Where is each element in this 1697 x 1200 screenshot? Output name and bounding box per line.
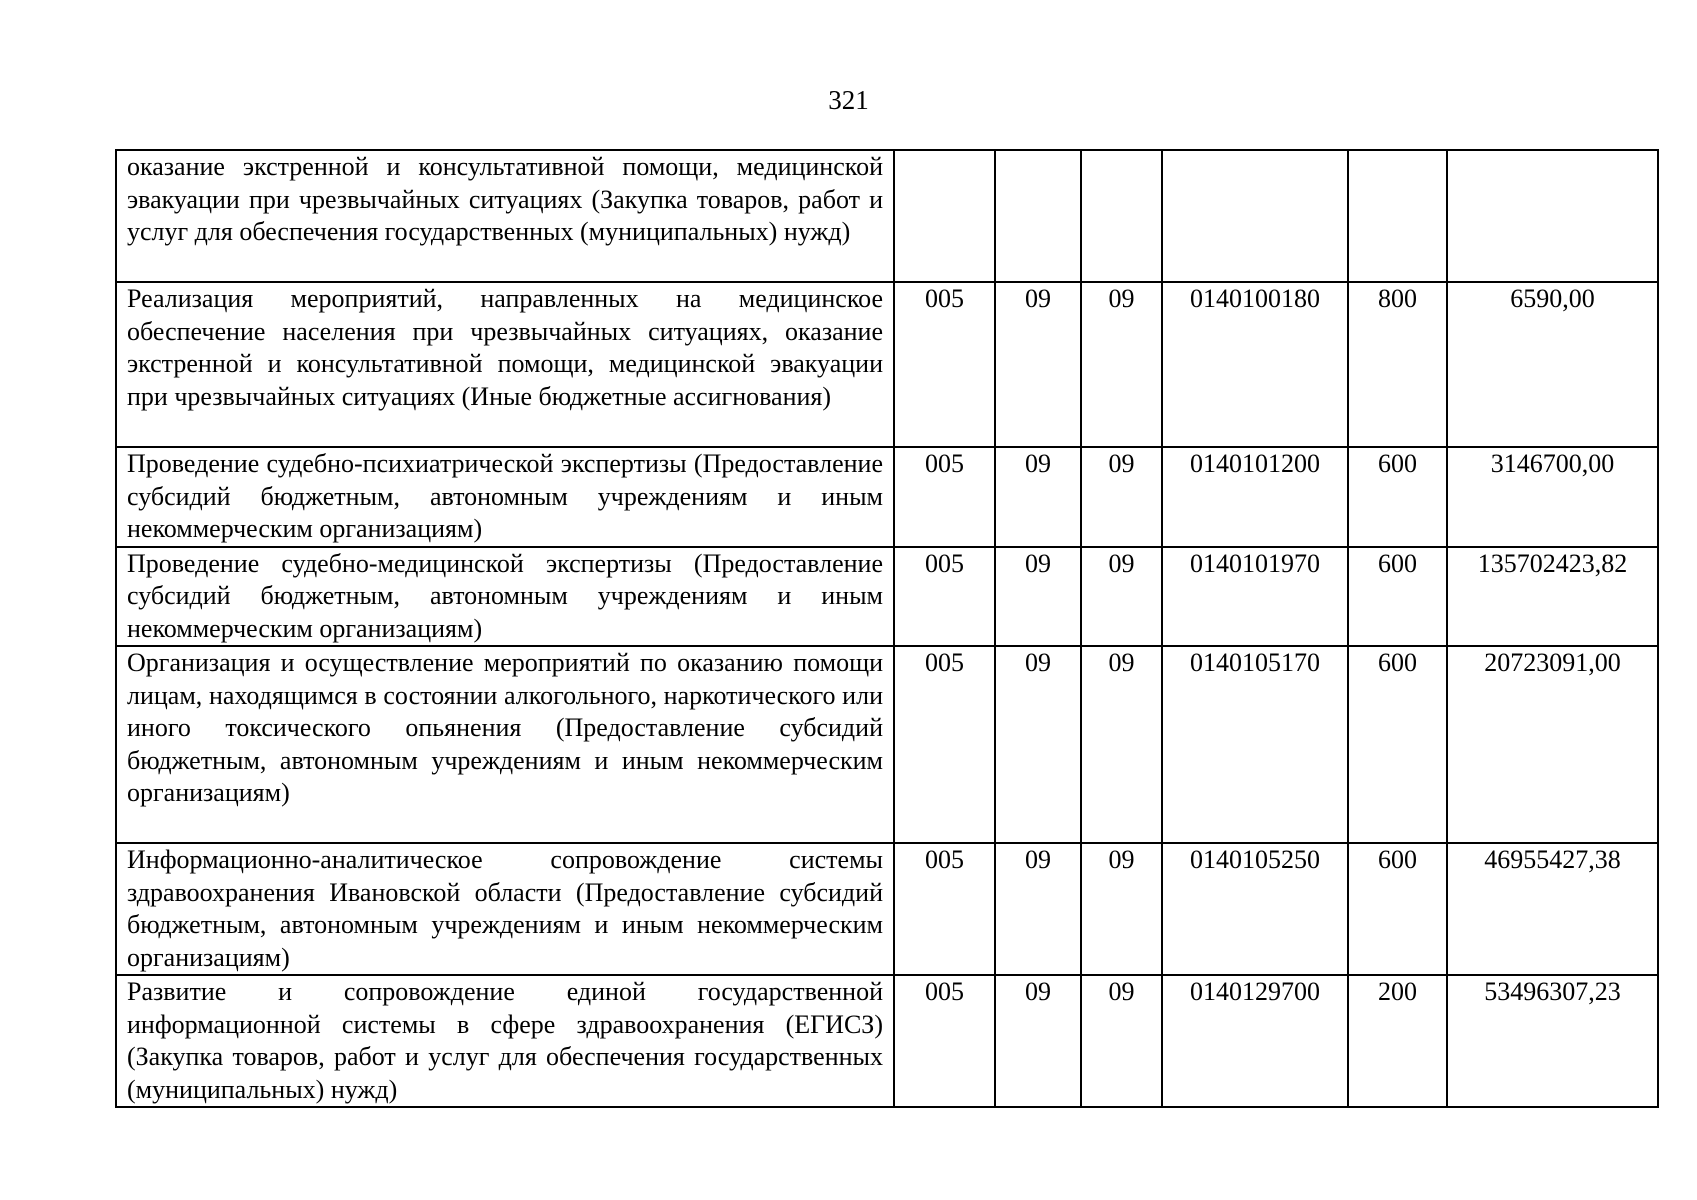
ministry-code: 005 [894,282,995,447]
ministry-code [894,150,995,282]
amount: 53496307,23 [1447,975,1658,1107]
ministry-code: 005 [894,447,995,547]
table-row [116,282,1658,447]
ministry-code: 005 [894,547,995,647]
amount: 20723091,00 [1447,646,1658,843]
subsection-code: 09 [1081,447,1162,547]
subsection-code: 09 [1081,843,1162,975]
subsection-code: 09 [1081,547,1162,647]
ministry-code: 005 [894,843,995,975]
subsection-code: 09 [1081,975,1162,1107]
expense-type-code: 600 [1348,843,1447,975]
target-article-code: 0140100180 [1162,282,1348,447]
section-code: 09 [995,282,1081,447]
row-description: Проведение судебно-психиатрической экспертизы (Предоставление субсидий бюджетным, автономным учреждениям и иным некоммерческим организациям) [116,447,894,547]
ministry-code: 005 [894,975,995,1107]
row-description: Развитие и сопровождение единой государственной информационной системы в сфере здравоохранения (ЕГИСЗ) (Закупка товаров, работ и услуг для обеспечения государственных (муниципальных) нужд) [116,975,894,1107]
subsection-code: 09 [1081,646,1162,843]
row-description: Реализация мероприятий, направленных на медицинское обеспечение населения при чрезвычайных ситуациях, оказание экстренной и консультативной помощи, медицинской эвакуации при чрезвычайных ситуациях (Иные бюджетные ассигнования) [116,282,894,447]
section-code: 09 [995,843,1081,975]
table-row [116,547,1658,647]
page-number: 321 [828,85,869,115]
row-description: Информационно-аналитическое сопровождение системы здравоохранения Ивановской области (Предоставление субсидий бюджетным, автономным учреждениям и иным некоммерческим организациям) [116,843,894,975]
table-row [116,150,1658,282]
row-description: Организация и осуществление мероприятий по оказанию помощи лицам, находящимся в состоянии алкогольного, наркотического или иного токсического опьянения (Предоставление субсидий бюджетным, автономным учреждениям и иным некоммерческим организациям) [116,646,894,843]
subsection-code [1081,150,1162,282]
target-article-code: 0140101970 [1162,547,1348,647]
amount: 46955427,38 [1447,843,1658,975]
amount: 3146700,00 [1447,447,1658,547]
table-row [116,447,1658,547]
target-article-code: 0140101200 [1162,447,1348,547]
section-code [995,150,1081,282]
row-description: Проведение судебно-медицинской экспертизы (Предоставление субсидий бюджетным, автономным учреждениям и иным некоммерческим организациям) [116,547,894,647]
section-code: 09 [995,646,1081,843]
table-row [116,646,1658,843]
expense-type-code: 200 [1348,975,1447,1107]
table-row [116,843,1658,975]
expense-type-code: 600 [1348,646,1447,843]
subsection-code: 09 [1081,282,1162,447]
target-article-code: 0140129700 [1162,975,1348,1107]
budget-table [115,149,1659,1108]
row-description: оказание экстренной и консультативной помощи, медицинской эвакуации при чрезвычайных ситуациях (Закупка товаров, работ и услуг для обеспечения государственных (муниципальных) нужд) [116,150,894,282]
expense-type-code: 600 [1348,447,1447,547]
expense-type-code: 600 [1348,547,1447,647]
section-code: 09 [995,447,1081,547]
amount [1447,150,1658,282]
target-article-code: 0140105250 [1162,843,1348,975]
expense-type-code: 800 [1348,282,1447,447]
target-article-code: 0140105170 [1162,646,1348,843]
table-row [116,975,1658,1107]
amount: 6590,00 [1447,282,1658,447]
ministry-code: 005 [894,646,995,843]
expense-type-code [1348,150,1447,282]
amount: 135702423,82 [1447,547,1658,647]
section-code: 09 [995,547,1081,647]
target-article-code [1162,150,1348,282]
section-code: 09 [995,975,1081,1107]
